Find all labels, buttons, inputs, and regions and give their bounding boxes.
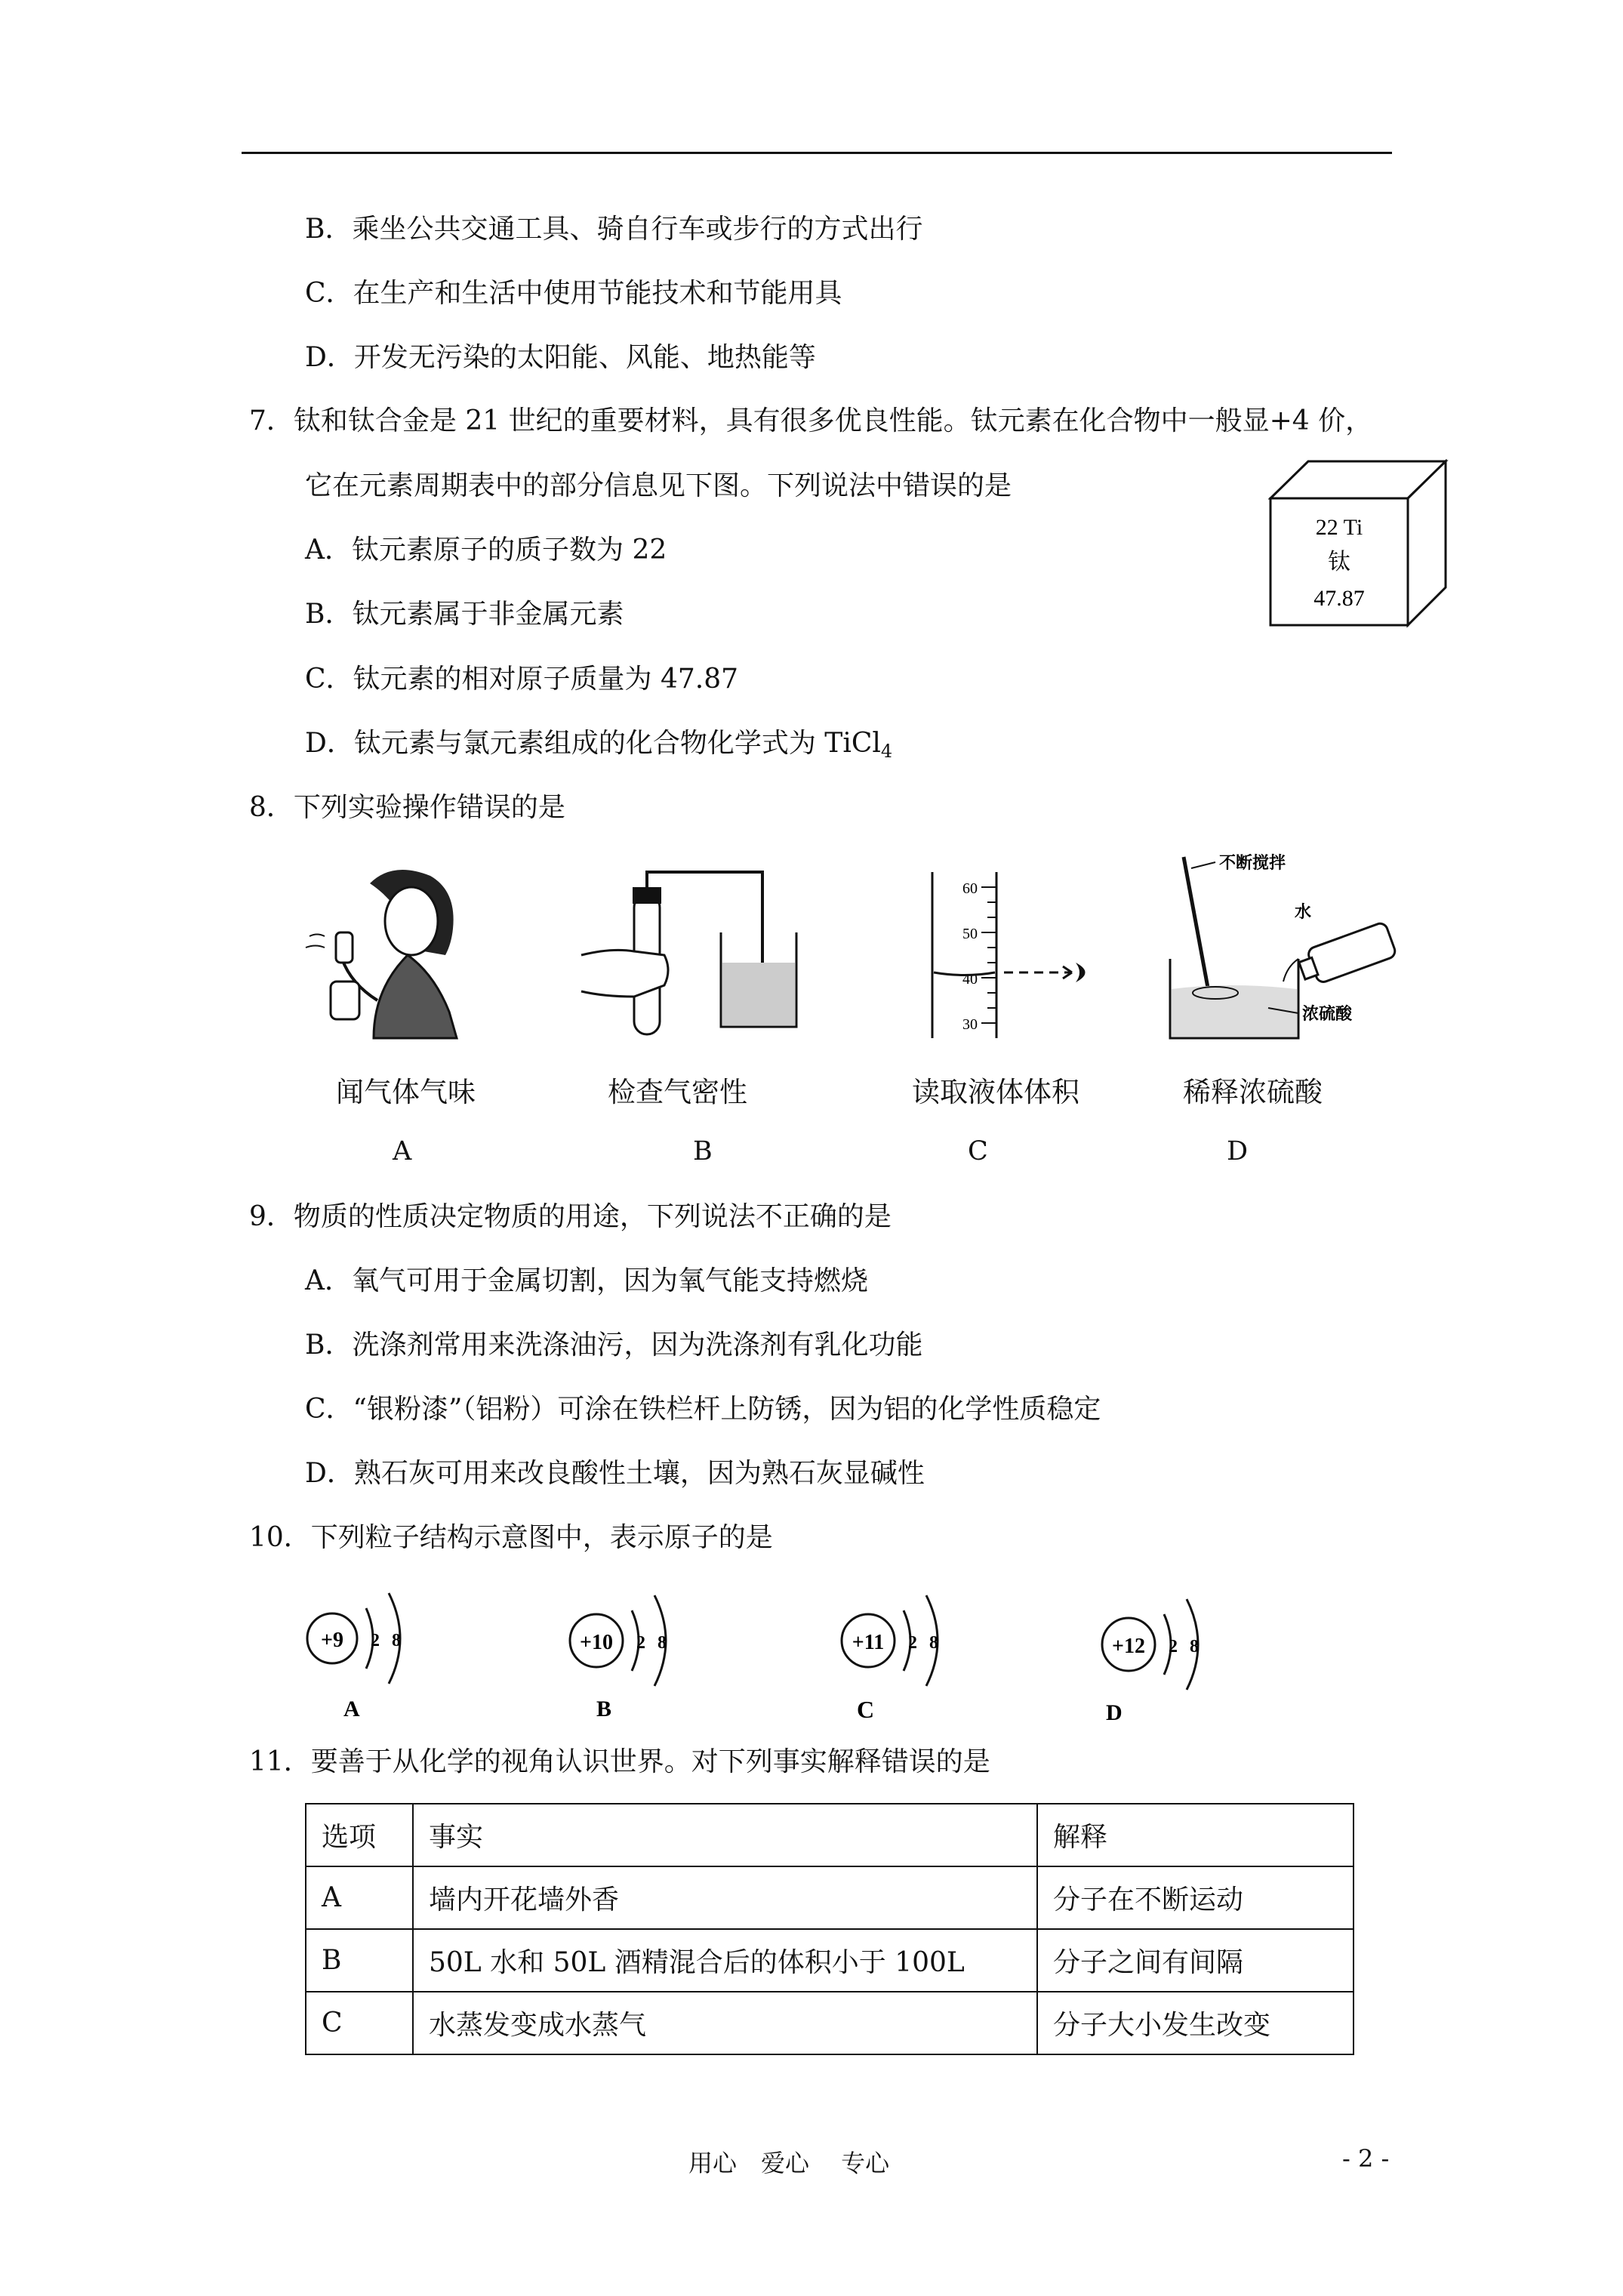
- cell-fact: 水蒸发变成水蒸气: [413, 1992, 1037, 2054]
- element-name: 钛: [1328, 549, 1350, 575]
- q6-option-c: C．在生产和生活中使用节能技术和节能用具: [305, 278, 842, 309]
- cell-explanation: 分子之间有间隔: [1037, 1929, 1354, 1992]
- particle-a-nucleus: +9: [321, 1629, 343, 1652]
- fig-letter-d: D: [1227, 1136, 1249, 1166]
- fig-airtightness: [574, 864, 800, 1042]
- fig-read-volume: [891, 864, 1110, 1046]
- table-row: [306, 1929, 1354, 1992]
- particle-c: [834, 1574, 978, 1725]
- fig-letter-a: A: [393, 1136, 412, 1166]
- cell-option: C: [306, 1992, 413, 2054]
- q9-option-d: D．熟石灰可用来改良酸性土壤，因为熟石灰显碱性: [305, 1458, 925, 1489]
- fig-smell-gas: [302, 861, 491, 1042]
- q8-stem: 8．下列实验操作错误的是: [249, 792, 565, 823]
- header-explanation: 解释: [1037, 1804, 1354, 1866]
- particle-b-e2: 8: [658, 1633, 667, 1653]
- table-row: [306, 1992, 1354, 2054]
- particle-c-e2: 8: [929, 1633, 938, 1653]
- q11-stem: 11．要善于从化学的视角认识世界。对下列事实解释错误的是: [249, 1746, 990, 1777]
- fig-letter-c: C: [968, 1136, 988, 1166]
- element-mass: 47.87: [1313, 586, 1365, 611]
- cylinder-tick-40: 40: [962, 971, 978, 988]
- q7-option-d: D．钛元素与氯元素组成的化合物化学式为 TiCl$_4$: [305, 728, 893, 762]
- q11-table: [305, 1803, 1354, 2055]
- q9-stem: 9．物质的性质决定物质的用途，下列说法不正确的是: [249, 1201, 892, 1232]
- q6-option-d: D．开发无污染的太阳能、风能、地热能等: [305, 342, 816, 373]
- particle-d-e2: 8: [1190, 1637, 1199, 1657]
- particle-a-e2: 8: [392, 1631, 401, 1650]
- particle-c-nucleus: +11: [852, 1631, 885, 1654]
- element-number-symbol: 22 Ti: [1315, 515, 1363, 540]
- q7-option-b: B．钛元素属于非金属元素: [305, 599, 624, 630]
- label-acid: 浓硫酸: [1302, 1005, 1353, 1024]
- particle-a-letter: A: [343, 1697, 360, 1721]
- cell-explanation: 分子在不断运动: [1037, 1866, 1354, 1929]
- particle-a: [298, 1574, 434, 1725]
- cylinder-tick-60: 60: [962, 880, 978, 897]
- particle-b-letter: B: [596, 1697, 612, 1721]
- q9-option-c: C．“银粉漆”（铝粉）可涂在铁栏杆上防锈，因为铝的化学性质稳定: [305, 1394, 1101, 1425]
- particle-a-e1: 2: [371, 1631, 380, 1650]
- q10-stem: 10．下列粒子结构示意图中，表示原子的是: [249, 1522, 773, 1553]
- table-header-row: [306, 1804, 1354, 1866]
- header-option: 选项: [306, 1804, 413, 1866]
- q7-stem-line1: 7．钛和钛合金是 21 世纪的重要材料，具有很多优良性能。钛元素在化合物中一般显+4 价，: [249, 405, 1373, 436]
- cell-option: B: [306, 1929, 413, 1992]
- particle-d-e1: 2: [1169, 1637, 1178, 1657]
- footer-slogan: 用心 爱心 专心: [688, 2149, 890, 2177]
- cell-fact: 墙内开花墙外香: [413, 1866, 1037, 1929]
- cell-fact: 50L 水和 50L 酒精混合后的体积小于 100L: [413, 1929, 1037, 1992]
- cell-explanation: 分子大小发生改变: [1037, 1992, 1354, 2054]
- header-fact: 事实: [413, 1804, 1037, 1866]
- table-row: [306, 1866, 1354, 1929]
- particle-c-e1: 2: [908, 1633, 917, 1653]
- fig-letter-b: B: [693, 1136, 713, 1166]
- particle-b-nucleus: +10: [580, 1631, 613, 1654]
- q6-option-b: B．乘坐公共交通工具、骑自行车或步行的方式出行: [305, 214, 923, 245]
- q7-option-c: C．钛元素的相对原子质量为 47.87: [305, 664, 739, 695]
- cylinder-tick-30: 30: [962, 1016, 978, 1033]
- fig-label-a: 闻气体气味: [336, 1076, 476, 1108]
- particle-d-nucleus: +12: [1112, 1635, 1145, 1658]
- q9-option-b: B．洗涤剂常用来洗涤油污，因为洗涤剂有乳化功能: [305, 1330, 923, 1361]
- fig-label-b: 检查气密性: [608, 1076, 747, 1108]
- particle-d-letter: D: [1106, 1700, 1123, 1725]
- particle-d: [1091, 1574, 1234, 1725]
- label-water: 水: [1295, 903, 1312, 922]
- cell-option: A: [306, 1866, 413, 1929]
- label-stir: 不断搅拌: [1219, 854, 1286, 873]
- particle-c-letter: C: [857, 1696, 875, 1723]
- q9-option-a: A．氧气可用于金属切割，因为氧气能支持燃烧: [305, 1265, 868, 1296]
- q7-stem-line2: 它在元素周期表中的部分信息见下图。下列说法中错误的是: [305, 470, 1012, 501]
- element-cube: [1268, 459, 1449, 633]
- page-number: - 2 -: [1342, 2144, 1390, 2173]
- fig-label-c: 读取液体体积: [912, 1076, 1079, 1108]
- particle-b-e1: 2: [636, 1633, 645, 1653]
- header-rule: [242, 152, 1392, 154]
- fig-dilute-acid: [1155, 846, 1404, 1046]
- fig-label-d: 稀释浓硫酸: [1183, 1076, 1323, 1108]
- cylinder-tick-50: 50: [962, 926, 978, 942]
- particle-b: [562, 1574, 706, 1725]
- q7-option-a: A．钛元素原子的质子数为 22: [305, 535, 667, 566]
